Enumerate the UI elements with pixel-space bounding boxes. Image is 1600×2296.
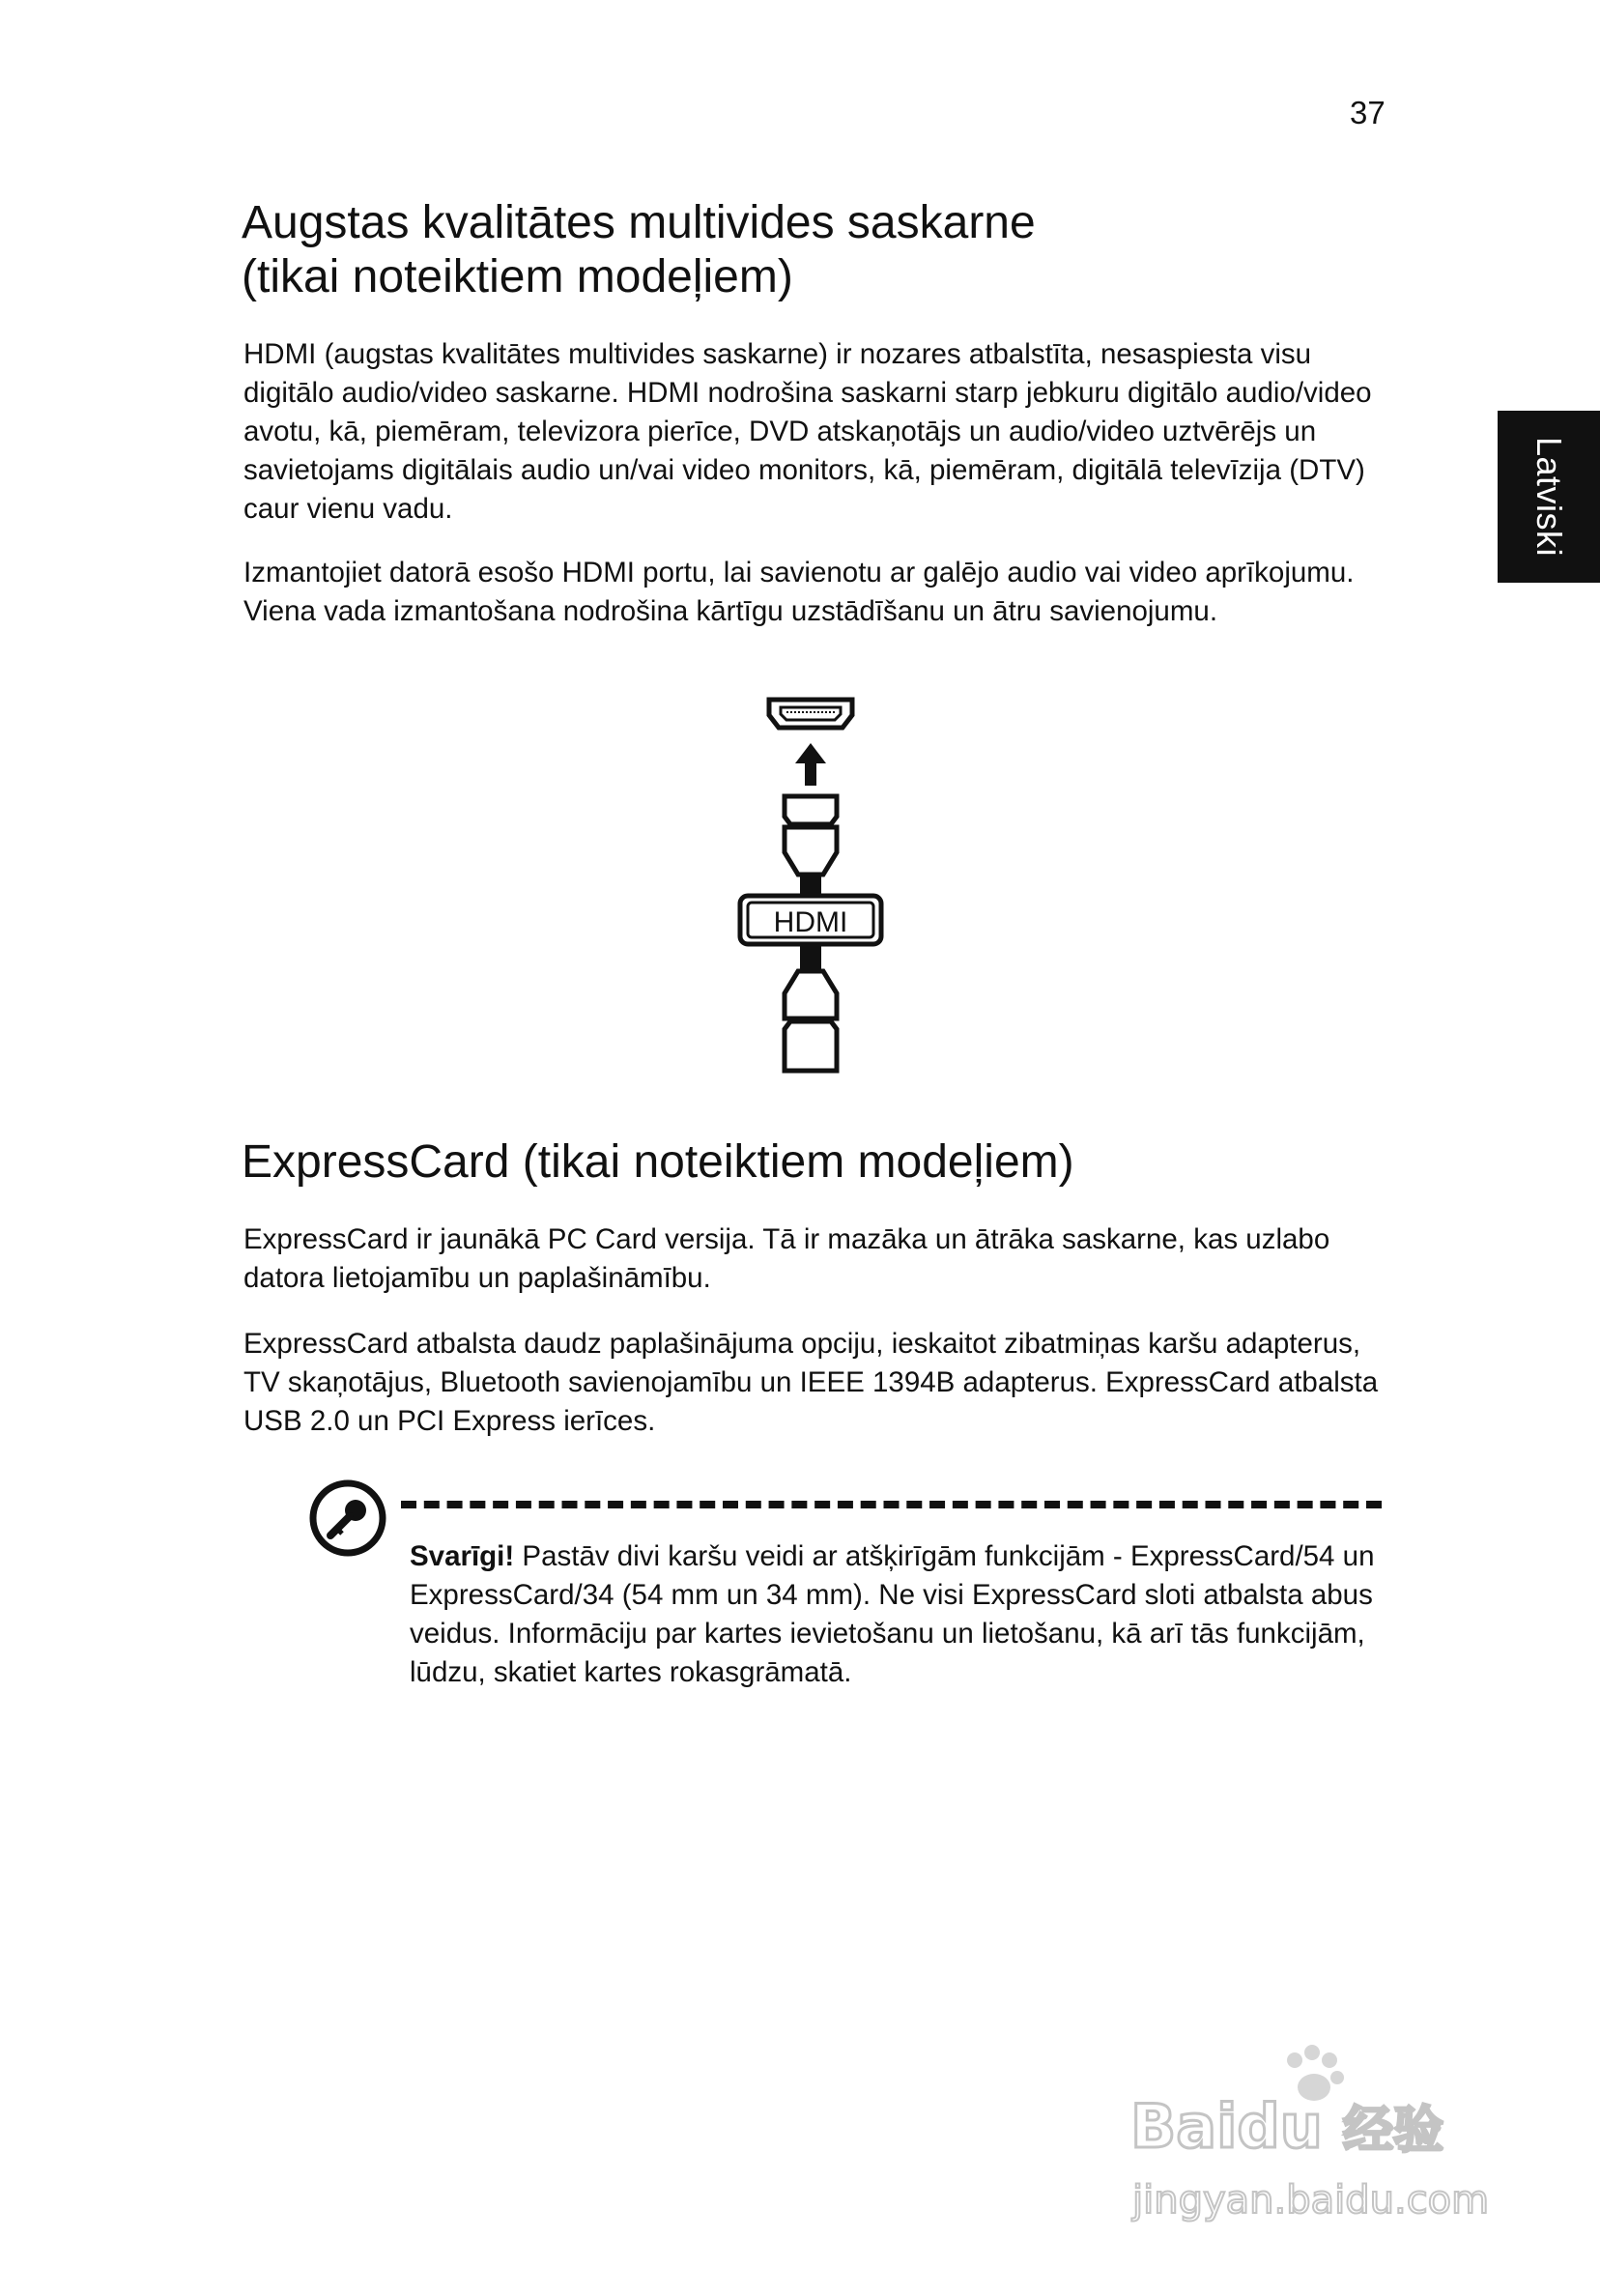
language-tab <box>1498 411 1600 583</box>
watermark-brand: Baidu <box>1130 2091 1323 2162</box>
note-divider <box>401 1501 1382 1508</box>
watermark-brand-cn: 经验 <box>1343 2102 1444 2160</box>
watermark-url: jingyan.baidu.com <box>1132 2178 1490 2223</box>
important-note <box>410 1537 1376 1692</box>
baidu-watermark <box>1121 2039 1507 2232</box>
language-tab-label: Latviski <box>1529 436 1570 558</box>
hdmi-port-icon <box>769 700 852 728</box>
hdmi-section-heading <box>242 196 1401 304</box>
arrow-up-icon <box>795 743 826 786</box>
hdmi-heading-line2: (tikai noteiktiem modeļiem) <box>242 251 793 302</box>
hdmi-heading-line1: Augstas kvalitātes multivides saskarne <box>242 197 1036 248</box>
key-icon <box>307 1478 388 1559</box>
expresscard-paragraph-1: ExpressCard ir jaunākā PC Card versija. Tā ir mazāka un ātrāka saskarne, kas uzlabo datora lietojamību un paplašināmību. <box>243 1223 1330 1294</box>
note-body: Pastāv divi karšu veidi ar atšķirīgām funkcijām - ExpressCard/54 un ExpressCard/34 (54 mm un 34 mm). Ne visi ExpressCard sloti atbalsta abus veidus. Informāciju par kartes ievietošanu un lietošanu, kā arī tās funkcijām, lūdzu, skatiet kartes rokasgrāmatā. <box>410 1540 1375 1688</box>
expresscard-paragraph-2: ExpressCard atbalsta daudz paplašinājuma opciju, ieskaitot zibatmiņas karšu adapterus, TV skaņotājus, Bluetooth savienojamību un IEEE 1394B adapterus. ExpressCard atbalsta USB 2.0 un PCI Express ierīces. <box>243 1328 1379 1437</box>
hdmi-cable-figure <box>730 696 895 1082</box>
hdmi-paragraph-1: HDMI (augstas kvalitātes multivides saskarne) ir nozares atbalstīta, nesaspiesta visu digitālo audio/video saskarne. HDMI nodrošina saskarni starp jebkuru digitālo audio/video avotu, kā, piemēram, televizora pierīce, DVD atskaņotājs un audio/video uztvērējs un savietojams digitālais audio un/vai video monitors, kā, piemēram, digitālā televīzija (DTV) caur vienu vadu. <box>243 338 1372 525</box>
hdmi-figure-label: HDMI <box>773 906 848 938</box>
hdmi-plug-upper <box>785 796 837 894</box>
expresscard-section-heading: ExpressCard (tikai noteiktiem modeļiem) <box>242 1136 1074 1188</box>
note-label: Svarīgi! <box>410 1540 515 1572</box>
hdmi-paragraph-2: Izmantojiet datorā esošo HDMI portu, lai savienotu ar galējo audio vai video aprīkojumu. Viena vada izmantošana nodrošina kārtīgu uzstādīšanu un ātru savienojumu. <box>243 557 1355 627</box>
page-number: 37 <box>1350 95 1386 130</box>
hdmi-plug-lower <box>785 946 837 1071</box>
